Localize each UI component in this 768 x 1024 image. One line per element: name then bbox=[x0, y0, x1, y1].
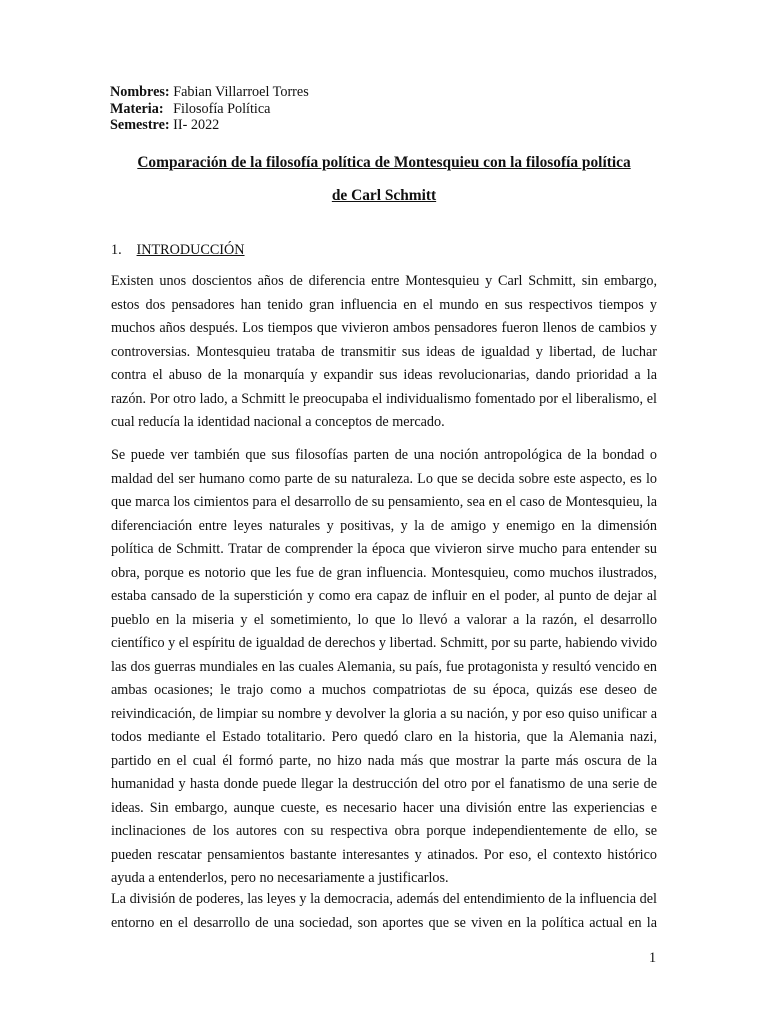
paragraph-line: obra, porque es notorio que les fue de gran influencia. Montesquieu, como muchos ilustrados, bbox=[111, 564, 657, 581]
paragraph-line: pueblo en la miseria y el sometimiento, lo que lo llevó a valorar a la razón, el desarrollo bbox=[111, 611, 657, 628]
section-number: 1. bbox=[111, 242, 122, 258]
paragraph-line: razón. Por otro lado, a Schmitt le preocupaba el individualismo fomentado por el liberalismo, el bbox=[111, 390, 657, 407]
paragraph-3 bbox=[111, 888, 657, 935]
paragraph-line: cual reducía la identidad nacional a conceptos de mercado. bbox=[111, 414, 445, 430]
paragraph-1 bbox=[111, 270, 657, 435]
paragraph-line: ayuda a entenderlos, pero no necesariamente a justificarlos. bbox=[111, 870, 449, 886]
materia-row bbox=[110, 101, 309, 118]
paragraph-line: pueden rescatar pensamientos bastante interesantes y atinados. Por eso, el contexto histórico bbox=[111, 846, 657, 863]
document-title bbox=[104, 146, 664, 212]
paragraph-line: estaba cansado de la superstición y como era capaz de influir en el poder, al punto de dejar al bbox=[111, 588, 657, 604]
title-line-1: Comparación de la filosofía política de Montesquieu con la filosofía política bbox=[137, 154, 631, 171]
nombres-value: Fabian Villarroel Torres bbox=[173, 84, 309, 100]
paragraph-line: científico y el espíritu de igualdad de derechos y libertad. Schmitt, por su parte, habiendo vivido bbox=[111, 635, 658, 651]
paragraph-line: que marca los cimientos para el desarrollo de su pensamiento, sea en el caso de Montesquieu, la bbox=[111, 494, 657, 510]
paragraph-line: controversias. Montesquieu trataba de transmitir sus ideas de igualdad y libertad, de luchar bbox=[111, 343, 657, 360]
semestre-row bbox=[110, 117, 309, 134]
paragraph-line: La división de poderes, las leyes y la democracia, además del entendimiento de la influencia del bbox=[111, 891, 657, 907]
paragraph-line: estos dos pensadores han tenido gran influencia en el mundo en sus respectivos tiempos y bbox=[111, 296, 657, 313]
paragraph-2 bbox=[111, 444, 657, 891]
page-number: 1 bbox=[649, 950, 657, 966]
paragraph-line: todos mediante el Estado totalitario. Pero quedó claro en la historia, que la Alemania nazi, bbox=[111, 729, 657, 745]
paragraph-line: humanidad y hasta donde puede llegar la destrucción del otro por el fanatismo de una serie de bbox=[111, 776, 657, 792]
paragraph-line: ideas. Sin embargo, aunque cueste, es necesario hacer una división entre las experiencias e bbox=[111, 799, 657, 816]
paragraph-line: entorno en el desarrollo de una sociedad, son aportes que se viven en la política actual en la bbox=[111, 914, 657, 931]
paragraph-line: política de Schmitt. Tratar de comprender la época que vivieron sirve mucho para entender su bbox=[111, 541, 657, 557]
section-heading bbox=[111, 240, 245, 260]
paragraph-line: diferenciación entre leyes naturales y positivas, y la de amigo y enemigo en la dimensión bbox=[111, 517, 657, 534]
semestre-value: II- 2022 bbox=[173, 117, 220, 134]
document-header bbox=[110, 84, 309, 134]
semestre-label: Semestre: bbox=[110, 117, 170, 134]
paragraph-line: Existen unos doscientos años de diferencia entre Montesquieu y Carl Schmitt, sin embargo, bbox=[111, 273, 657, 289]
section-title: INTRODUCCIÓN bbox=[136, 242, 245, 258]
materia-value: Filosofía Política bbox=[173, 100, 271, 117]
materia-label: Materia: bbox=[110, 100, 164, 117]
nombres-row bbox=[110, 84, 309, 101]
paragraph-line: partido en el cual él formó parte, no hizo nada más que mostrar la parte más oscura de la bbox=[111, 752, 657, 769]
paragraph-line: muchos años después. Los tiempos que vivieron ambos pensadores fueron llenos de cambios y bbox=[111, 320, 657, 336]
title-line-2: de Carl Schmitt bbox=[331, 187, 437, 204]
paragraph-line: inclinaciones de los autores con su respectiva obra porque independientemente de ello, se bbox=[111, 823, 657, 839]
paragraph-line: las dos guerras mundiales en las cuales Alemania, su país, fue protagonista y resultó vencido en bbox=[111, 658, 657, 675]
paragraph-line: Se puede ver también que sus filosofías parten de una noción antropológica de la bondad o bbox=[111, 447, 657, 463]
nombres-label: Nombres: bbox=[110, 84, 170, 100]
paragraph-line: maldad del ser humano como parte de su naturaleza. Lo que se decida sobre este aspecto, es lo bbox=[111, 470, 657, 487]
paragraph-line: reivindicación, de limpiar su nombre y devolver la gloria a su nación, y por eso quiso unificar a bbox=[111, 705, 657, 722]
paragraph-line: ambas ocasiones; le trajo como a muchos compatriotas de su época, quizás ese deseo de bbox=[111, 682, 657, 698]
paragraph-line: contra el abuso de la monarquía y expandir sus ideas revolucionarias, dando prioridad a la bbox=[111, 367, 657, 383]
